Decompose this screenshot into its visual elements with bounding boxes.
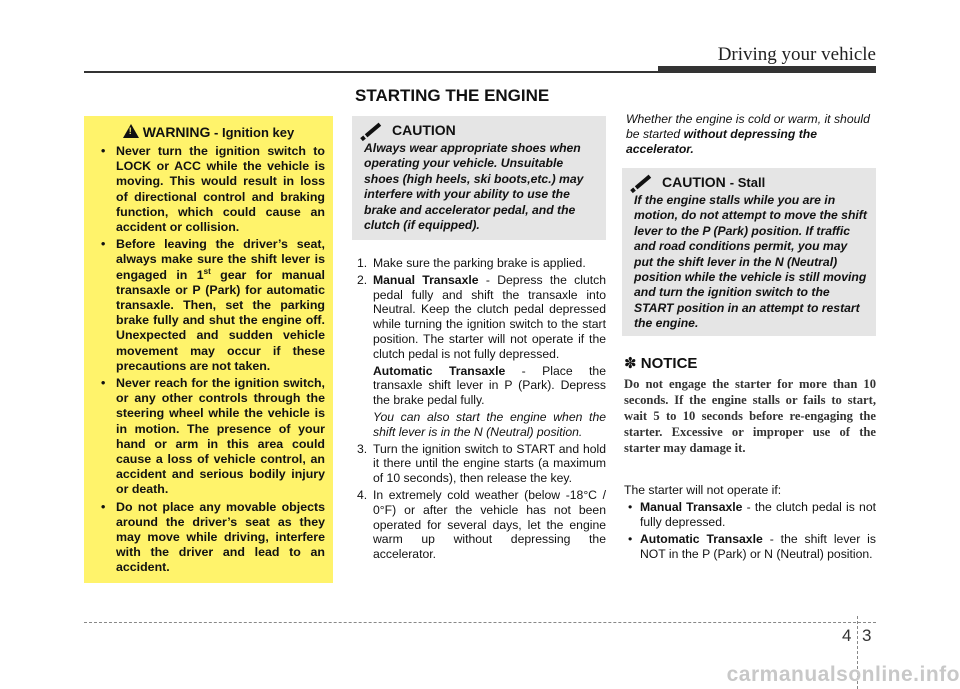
notice-heading: ✽ NOTICE bbox=[624, 355, 698, 372]
caution-box-shoes bbox=[352, 116, 606, 240]
warning-triangle-icon bbox=[123, 124, 139, 138]
step-4: 4. In extremely cold weather (below -18°C / 0°F) or after the vehicle has not been operated for several days, let the engine warm up without depressing the accelerator. bbox=[357, 487, 606, 562]
warning-label: WARNING bbox=[142, 124, 211, 140]
warning-item-text: Before leaving the driver’s seat, always make sure the shift lever is engaged in 1 bbox=[116, 237, 325, 282]
caution-header bbox=[364, 122, 598, 138]
caution-box-stall bbox=[622, 168, 876, 336]
watermark: carmanualsonline.info bbox=[726, 663, 960, 686]
warning-item: • Before leaving the driver’s seat, always make sure the shift lever is engaged in 1st gear for manual transaxle or P (Park) for automatic transaxle. Then, set the parking brake fully and shut the engine off. Unexpected and sudden vehicle movement may occur if these precautions are not taken. bbox=[101, 237, 325, 373]
step-2-note: You can also start the engine when the shift lever is in the N (Neutral) position. bbox=[373, 409, 606, 439]
warning-box bbox=[84, 116, 333, 583]
cold-warm-note: Whether the engine is cold or warm, it should be started without depressing the accelerator. bbox=[626, 112, 870, 156]
warning-item: • Never reach for the ignition switch, or any other controls through the steering wheel while the vehicle is in motion. The presence of your hand or arm in this area could cause a loss of vehicle control, an accident and serious bodily injury or death. bbox=[101, 376, 325, 497]
warning-item: • Never turn the ignition switch to LOCK or ACC while the vehicle is moving. This would result in loss of directional control and braking function, which could cause an accident or collision. bbox=[101, 144, 325, 235]
warning-item-text: Never turn the ignition switch to LOCK or ACC while the vehicle is moving. This would result in loss of directional control and braking function, which could cause an accident or collision. bbox=[116, 144, 325, 235]
warning-item-sup: st bbox=[203, 266, 211, 276]
starter-intro: The starter will not operate if: bbox=[624, 483, 782, 497]
section-title: STARTING THE ENGINE bbox=[355, 86, 550, 105]
warning-item-text: gear for manual transaxle or P (Park) for automatic transaxle. Then, set the parking brake fully and shut the engine off. Unexpected and sudden vehicle movement may occur if these precautions are not taken. bbox=[116, 267, 325, 373]
warning-item-text: Never reach for the ignition switch, or any other controls through the steering wheel while the vehicle is in motion. The presence of your hand or arm in this area could cause a loss of vehicle control, an accident and serious bodily injury or death. bbox=[116, 376, 325, 497]
page-number: 3 bbox=[862, 626, 872, 645]
notice-text: Do not engage the starter for more than 10 seconds. If the engine stalls or fails to start, wait 5 to 10 seconds before re-engaging the starter. Excessive or improper use of the starter may damage it. bbox=[624, 377, 876, 455]
footer-rule bbox=[84, 622, 876, 623]
warning-item: • Do not place any movable objects around the driver’s seat as they may move while driving, interfere with the driver and lead to an accident. bbox=[101, 499, 325, 575]
pencil-icon bbox=[365, 123, 381, 138]
warning-subtitle: - Ignition key bbox=[210, 125, 295, 140]
step-2-automatic: Automatic Transaxle - Place the transaxle shift lever in P (Park). Depress the brake pedal fully. bbox=[373, 363, 606, 408]
starter-item-manual: • Manual Transaxle - the clutch pedal is not fully depressed. bbox=[628, 500, 877, 529]
chapter-number: 4 bbox=[842, 626, 852, 645]
warning-item-text: Do not place any movable objects around the driver’s seat as they may move while driving, interfere with the driver and lead to an accident. bbox=[116, 499, 325, 575]
step-2: 2. Manual Transaxle - Depress the clutch pedal fully and shift the transaxle into Neutral. Keep the clutch pedal depressed while turning the ignition switch to the start position. The starter will not operate if the clutch pedal is not fully depressed. bbox=[357, 272, 606, 361]
warning-header bbox=[92, 124, 325, 140]
starter-item-automatic: • Automatic Transaxle - the shift lever is NOT in the P (Park) or N (Neutral) position. bbox=[628, 532, 876, 561]
caution-text: Always wear appropriate shoes when operating your vehicle. Unsuitable shoes (high heels, ski boots,etc.) may interfere with your ability to use the brake and accelerator pedal, and the clutch (if equipped). bbox=[364, 141, 584, 233]
caution-label: CAUTION bbox=[392, 122, 456, 138]
caution-header bbox=[634, 174, 868, 190]
warning-list bbox=[92, 144, 325, 576]
caution-subtitle: - Stall bbox=[729, 174, 766, 190]
header-bar bbox=[658, 66, 876, 73]
caution-text: If the engine stalls while you are in motion, do not attempt to move the shift lever to the P (Park) position. If traffic and road conditions permit, you may put the shift lever in the N (Neutral) position while the vehicle is still moving and turn the ignition switch to the START position in an attempt to restart the engine. bbox=[634, 193, 867, 331]
pencil-icon bbox=[635, 175, 651, 190]
step-1: 1. Make sure the parking brake is applied. bbox=[357, 256, 586, 270]
header-rule bbox=[84, 71, 658, 73]
starter-conditions bbox=[624, 483, 876, 562]
step-3: 3. Turn the ignition switch to START and hold it there until the engine starts (a maximum of 10 seconds), then release the key. bbox=[357, 441, 606, 486]
starting-steps bbox=[355, 256, 606, 564]
caution-label: CAUTION bbox=[662, 174, 726, 190]
header-title: Driving your vehicle bbox=[717, 44, 876, 65]
